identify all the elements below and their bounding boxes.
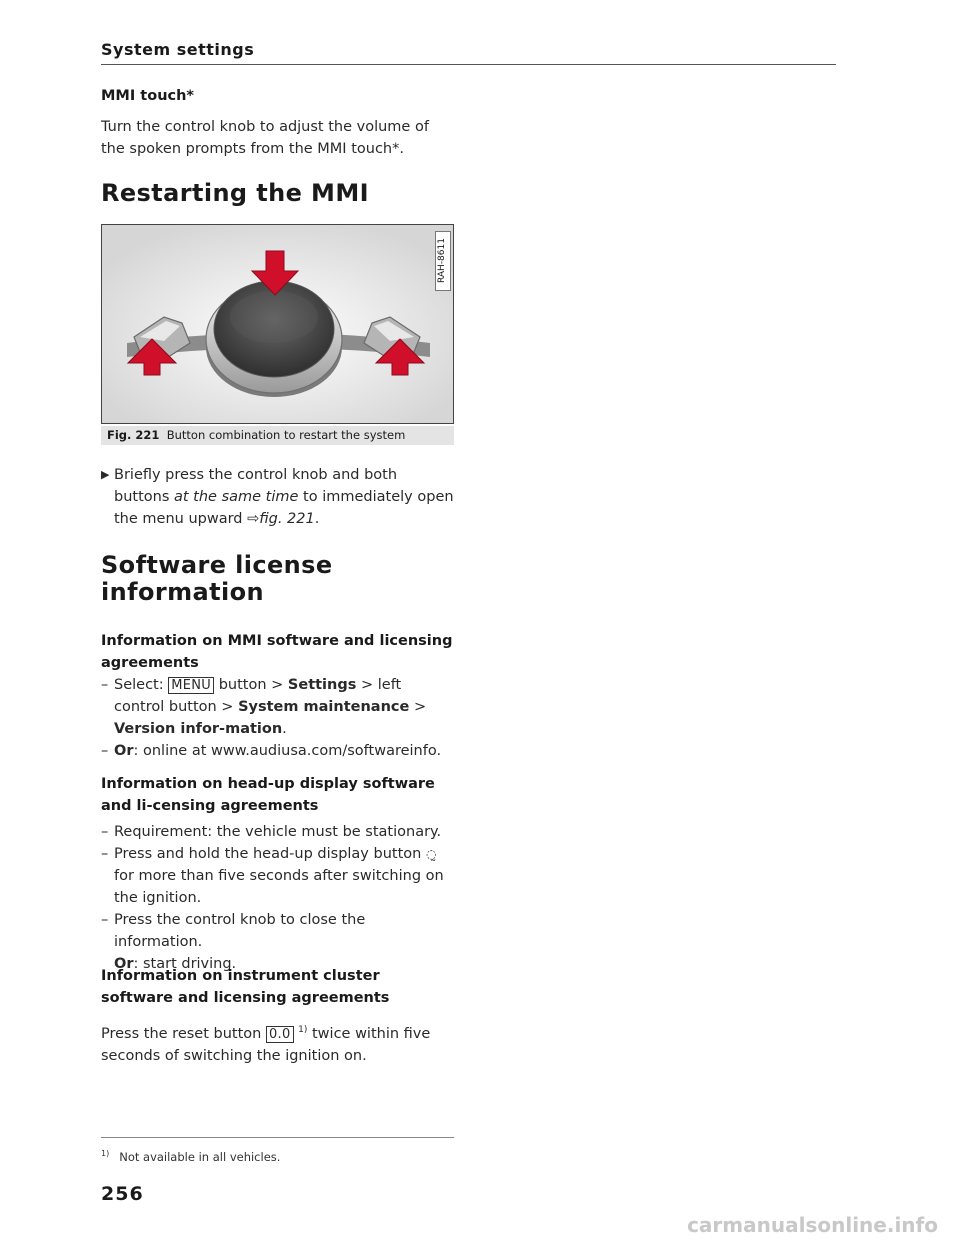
figure-caption	[101, 426, 454, 445]
mmi-license-heading: Information on MMI software and licensing agreements	[101, 633, 453, 671]
watermark: carmanualsonline.info	[687, 1213, 938, 1237]
mmi-touch-text: Turn the control knob to adjust the volume of the spoken prompts from the MMI touch*.	[101, 119, 429, 157]
page-number: 256	[101, 1183, 144, 1205]
hud-close: – Press the control knob to close the information. Or: start driving.	[101, 909, 456, 975]
reset-key: 0.0	[266, 1026, 294, 1043]
section-header: System settings	[101, 40, 255, 59]
figure-link[interactable]: fig. 221	[259, 511, 315, 527]
figure-221	[101, 224, 454, 424]
mmi-touch-section	[101, 85, 456, 160]
license-heading-line1: Software license	[101, 551, 333, 579]
restart-heading-block	[101, 180, 456, 207]
hud-requirement: – Requirement: the vehicle must be stationary.	[101, 821, 456, 843]
header-rule	[101, 64, 836, 65]
bullet-triangle-icon: ▶	[101, 468, 110, 481]
ic-license-section	[101, 965, 456, 1067]
hud-press-hold: – Press and hold the head-up display button ◌̰ for more than five seconds after switching on the ignition.	[101, 843, 456, 909]
mmi-license-select: – Select: MENU button > Settings > left control button > System maintenance > Version infor-mation.	[101, 674, 456, 740]
restart-step-text: ▶ Briefly press the control knob and both buttons at the same time to immediately open the menu upward ⇨fig. 221.	[101, 464, 456, 530]
restart-step	[101, 464, 456, 530]
license-heading-line2: information	[101, 578, 264, 606]
footnote-rule	[101, 1137, 454, 1138]
caption-label: Fig. 221	[107, 428, 160, 442]
footnote	[101, 1149, 280, 1164]
license-heading-block	[101, 552, 456, 606]
menu-key: MENU	[168, 677, 214, 694]
control-knob-illustration	[102, 225, 453, 423]
ic-license-heading: Information on instrument cluster software and licensing agreements	[101, 968, 390, 1006]
mmi-touch-heading: MMI touch*	[101, 88, 195, 104]
hud-license-section	[101, 773, 456, 975]
restart-heading: Restarting the MMI	[101, 179, 369, 207]
cross-ref-arrow-icon: ⇨	[247, 511, 260, 527]
hud-license-heading: Information on head-up display software and li-censing agreements	[101, 776, 435, 814]
figure-code: RAH-8611	[435, 231, 451, 291]
emphasis-same-time: at the same time	[174, 489, 299, 505]
caption-text: Button combination to restart the system	[166, 428, 406, 442]
footnote-mark: 1)	[101, 1149, 110, 1158]
head-up-display-icon: ◌̰	[425, 847, 437, 861]
footnote-ref: 1)	[298, 1025, 308, 1035]
ic-license-text: Press the reset button 0.0 $^{1)}$ twice within five seconds of switching the ignition on.	[101, 1025, 431, 1064]
mmi-license-online: – Or: online at www.audiusa.com/softwareinfo.	[101, 740, 456, 762]
mmi-license-section	[101, 630, 456, 762]
footnote-text: Not available in all vehicles.	[119, 1149, 281, 1164]
